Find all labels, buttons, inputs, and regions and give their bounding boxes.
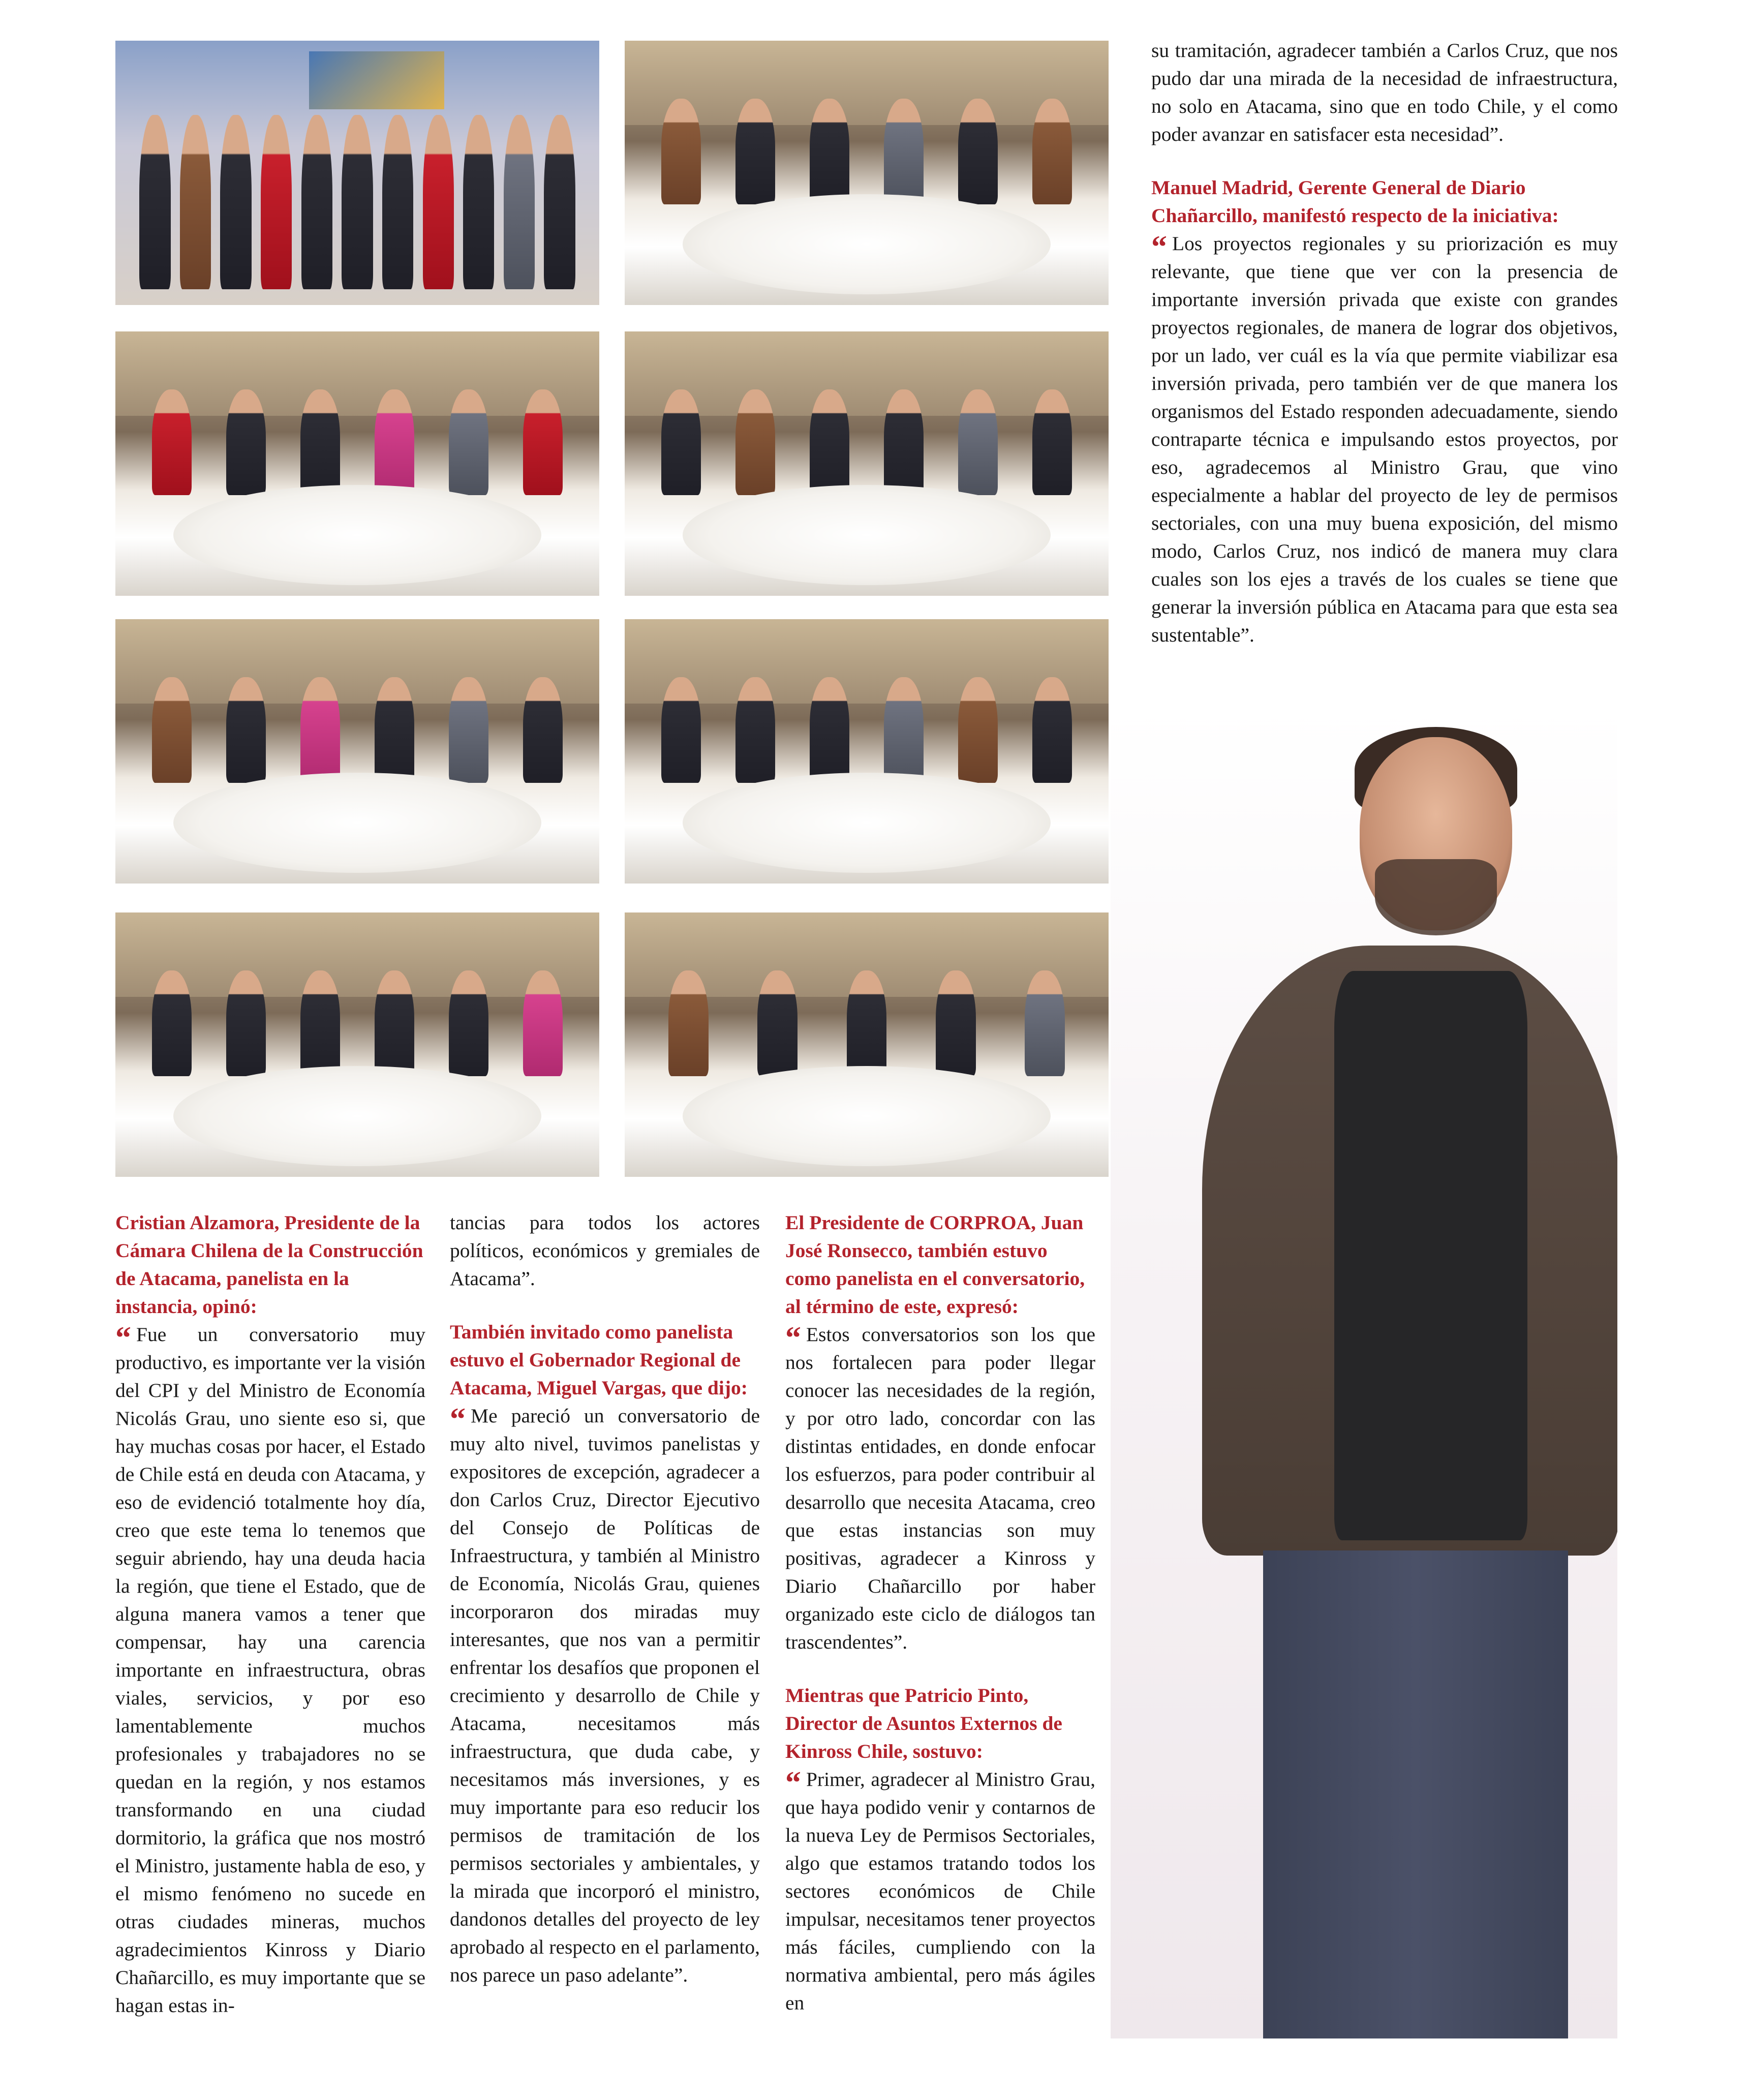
right-column-heading: Manuel Madrid, Gerente General de Diario Chañarcillo, manifestó respecto de la iniciativa: xyxy=(1151,176,1559,227)
column-1-quote-text: Fue un conversatorio muy productivo, es importante ver la visión del CPI y del Ministro de Economía Nicolás Grau, uno siente eso si, que hay muchas cosas por hacer, el Estado de Chile está en deuda con Atacama, y eso de evidenció totalmente hoy día, creo que este tema lo tenemos que seguir abriendo, hay una deuda hacia la región, que tiene el Estado, que de alguna manera vamos a tener que compensar, hay una carencia importante en infraestructura, obras viales, servicios, y por eso lamentablemente muchos profesionales y trabajadores no se quedan en la región, y nos estamos transformando en una ciudad dormitorio, la gráfica que nos mostró el Ministro, justamente habla de eso, y el mismo fenómeno no sucede en otras ciudades mineras, muchos agradecimientos Kinross y Diario Chañarcillo, es muy importante que se hagan estas in- xyxy=(115,1323,425,2017)
column-2-quote xyxy=(450,1402,760,1989)
photo-table-6 xyxy=(115,912,599,1177)
photo-table-2 xyxy=(115,331,599,596)
photo-speaker-portrait xyxy=(1111,707,1617,2038)
quote-mark-icon: “ xyxy=(115,1321,131,1355)
quote-mark-icon: “ xyxy=(785,1766,801,1800)
right-column-quote-text: Los proyectos regionales y su priorización es muy relevante, que tiene que ver con la presencia de importante inversión privada que existe con grandes proyectos regionales, de manera de lograr dos objetivos, por un lado, ver cuál es la vía que permite viabilizar esa inversión privada, pero también ver de que manera los organismos del Estado responden adecuadamente, siendo contraparte técnica e impulsando estos proyectos, por eso, agradecemos al Ministro Grau, que vino especialmente a hablar del proyecto de ley de permisos sectoriales, con una muy buena exposición, del mismo modo, Carlos Cruz, nos indicó de manera muy clara cuales son los ejes a través de los cuales se tiene que generar la inversión pública en Atacama para que esta sea sustentable”. xyxy=(1151,232,1618,646)
column-1 xyxy=(115,1209,425,2020)
column-2-quote-text: Me pareció un conversatorio de muy alto nivel, tuvimos panelistas y expositores de excepción, agradecer a don Carlos Cruz, Director Ejecutivo del Consejo de Políticas de Infraestructura, y también al Ministro de Economía, Nicolás Grau, quienes incorporaron dos miradas muy interesantes, que nos van a permitir enfrentar los desafíos que proponen el crecimiento y desarrollo de Chile y Atacama, necesitamos más infraestructura, que duda cabe, y necesitamos más inversiones, y es muy importante para eso reducir los permisos de tramitación de los permisos sectoriales y ambientales, y la mirada que incorporó el ministro, dandonos detalles del proyecto de ley aprobado al respecto en el parlamento, nos parece un paso adelante”. xyxy=(450,1405,760,1986)
right-column xyxy=(1151,37,1618,649)
photo-table-4 xyxy=(115,619,599,884)
column-3-quote-2-text: Primer, agradecer al Ministro Grau, que haya podido venir y contarnos de la nueva Ley de Permisos Sectoriales, algo que estamos tratando todos los sectores económicos de Chile impulsar, necesitamos tener proyectos más fáciles, cumpliendo con la normativa ambiental, pero más ágiles en xyxy=(785,1768,1095,2014)
quote-mark-icon: “ xyxy=(785,1321,801,1355)
photo-table-7 xyxy=(625,912,1109,1177)
column-1-quote xyxy=(115,1321,425,2020)
right-column-intro: su tramitación, agradecer también a Carlos Cruz, que nos pudo dar una mirada de la necesidad de infraestructura, no solo en Atacama, sino que en todo Chile, y el como poder avanzar en satisfacer esta necesidad”. xyxy=(1151,39,1618,145)
photo-table-5 xyxy=(625,619,1109,884)
column-2-continuation: tancias para todos los actores políticos, económicos y gremiales de Atacama”. xyxy=(450,1211,760,1290)
column-3-quote-2 xyxy=(785,1766,1095,2017)
photo-group-panelists xyxy=(115,41,599,305)
quote-mark-icon: “ xyxy=(1151,230,1167,264)
right-column-quote xyxy=(1151,230,1618,649)
photo-table-1 xyxy=(625,41,1109,305)
photo-table-3 xyxy=(625,331,1109,596)
column-3-heading: El Presidente de CORPROA, Juan José Ronsecco, también estuvo como panelista en el conversatorio, al término de este, expresó: xyxy=(785,1211,1085,1318)
column-1-heading: Cristian Alzamora, Presidente de la Cámara Chilena de la Construcción de Atacama, panelista en la instancia, opinó: xyxy=(115,1211,423,1318)
column-3-heading-2: Mientras que Patricio Pinto, Director de Asuntos Externos de Kinross Chile, sostuvo: xyxy=(785,1684,1062,1762)
column-3-quote xyxy=(785,1321,1095,1656)
quote-mark-icon: “ xyxy=(450,1402,466,1437)
column-2 xyxy=(450,1209,760,1989)
column-3 xyxy=(785,1209,1095,2017)
column-2-heading: También invitado como panelista estuvo el Gobernador Regional de Atacama, Miguel Vargas, que dijo: xyxy=(450,1321,748,1399)
column-3-quote-text: Estos conversatorios son los que nos fortalecen para poder llegar conocer las necesidades de la región, y por otro lado, concordar con las distintas entidades, en donde enfocar los esfuerzos, para poder contribuir al desarrollo que necesita Atacama, creo que estas instancias son muy positivas, agradecer a Kinross y Diario Chañarcillo por haber organizado este ciclo de diálogos tan trascendentes”. xyxy=(785,1323,1095,1653)
